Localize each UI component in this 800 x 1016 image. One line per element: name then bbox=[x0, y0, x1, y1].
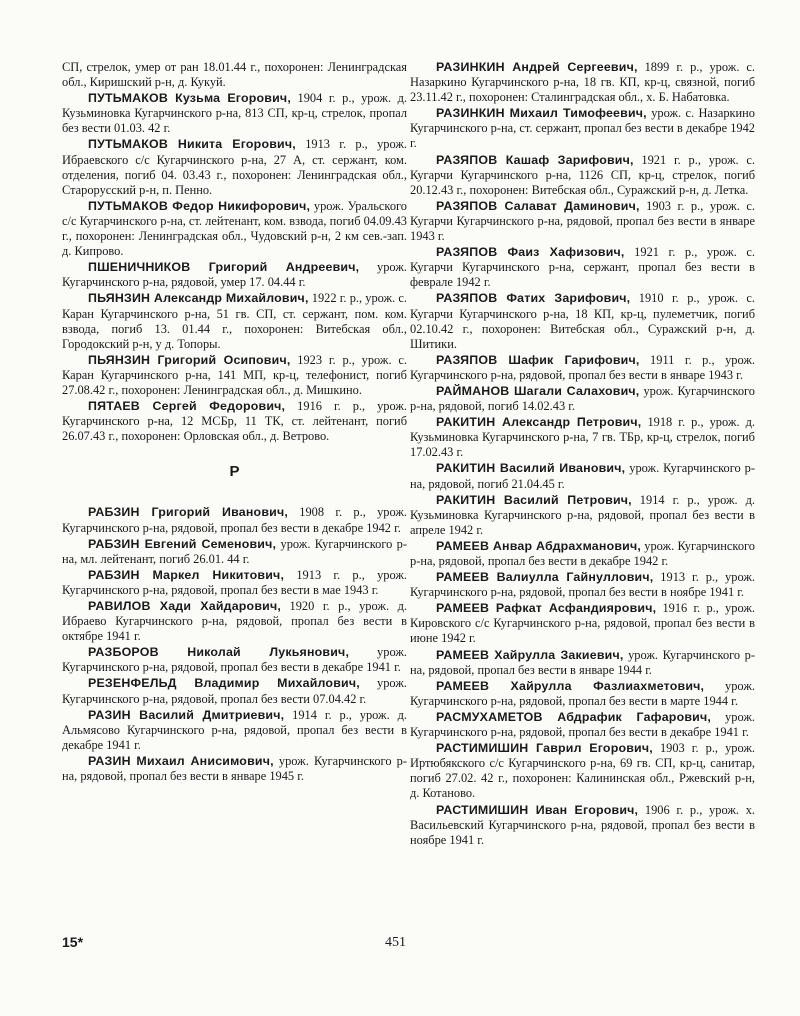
section-letter: Р bbox=[229, 463, 240, 481]
entry: РАЗИНКИН Андрей Сергеевич, 1899 г. р., урож. с. Назаркино Кугарчинского р-на, 18 гв. КП, кр-ц, связной, погиб 23.11.42 г., похоронен: Сталинградская обл., х. Б. Набатовка. bbox=[410, 60, 755, 105]
entry: РАЗЯПОВ Шафик Гарифович, 1911 г. р., урож. Кугарчинского р-на, рядовой, пропал без вести в январе 1943 г. bbox=[410, 352, 756, 382]
entry: РАСТИМИШИН Гаврил Егорович, 1903 г. р., урож. Иртюбякского с/с Кугарчинского р-на, 69 гв. СП, кр-ц, санитар, погиб 27.02. 42 г., похоронен: Калининская обл., Ржевский р-н, д. Котаново. bbox=[410, 741, 756, 801]
entry: ПЬЯНЗИН Александр Михайлович, 1922 г. р., урож. с. Каран Кугарчинского р-на, 51 гв. СП, ст. сержант, пом. ком. взвода, погиб 13. 01.44 г., похоронен: Витебская обл., Городокский р-н, у д. Топоры. bbox=[62, 291, 407, 351]
entry: РАЗЯПОВ Кашаф Зарифович, 1921 г. р., урож. с. Кугарчи Кугарчинского р-на, 1126 СП, кр-ц, стрелок, погиб 20.12.43 г., похоронен: Витебская обл., Суражский р-н, д. Летка. bbox=[410, 152, 755, 197]
entry: РАКИТИН Александр Петрович, 1918 г. р., урож. д. Кузьминовка Кугарчинского р-на, 7 гв. ТБр, кр-ц, стрелок, погиб 17.02.43 г. bbox=[410, 415, 756, 460]
entry: РАБЗИН Маркел Никитович, 1913 г. р., урож. Кугарчинского р-на, рядовой, пропал без вести в мае 1943 г. bbox=[62, 567, 408, 597]
entry: РАЗИН Михаил Анисимович, урож. Кугарчинского р-на, рядовой, пропал без вести в январе 1945 г. bbox=[62, 753, 408, 784]
entry: ПУТЬМАКОВ Кузьма Егорович, 1904 г. р., урож. д. Кузьминовка Кугарчинского р-на, 813 СП, кр-ц, стрелок, пропал без вести 01.03. 42 г. bbox=[62, 91, 407, 136]
entry: РАБЗИН Евгений Семенович, урож. Кугарчинского р-на, мл. лейтенант, погиб 26.01. 44 г. bbox=[62, 536, 407, 566]
entry: РАБЗИН Григорий Иванович, 1908 г. р., урож. Кугарчинского р-на, рядовой, пропал без вести в декабре 1942 г. bbox=[62, 505, 408, 535]
entry: РАВИЛОВ Хади Хайдарович, 1920 г. р., урож. д. Ибраево Кугарчинского р-на, рядовой, пропал без вести в октябре 1941 г. bbox=[62, 599, 407, 644]
entry: РАЗИН Василий Дмитриевич, 1914 г. р., урож. д. Альмясово Кугарчинского р-на, рядовой, пропал без вести в декабре 1941 г. bbox=[62, 707, 407, 752]
entry: РАМЕЕВ Рафкат Асфандиярович, 1916 г. р., урож. Кировского с/с Кугарчинского р-на, рядовой, пропал без вести в июне 1942 г. bbox=[410, 601, 755, 646]
entry: РАМЕЕВ Хайрулла Фазлиахметович, урож. Кугарчинского р-на, рядовой, пропал без вести в марте 1944 г. bbox=[410, 678, 755, 708]
entry: РАЗЯПОВ Фатих Зарифович, 1910 г. р., урож. с. Кугарчи Кугарчинского р-на, 18 КП, кр-ц, пулеметчик, погиб 02.10.42 г., похоронен: Витебская обл., Суражский р-н, д. Шитики. bbox=[410, 291, 755, 351]
signature-mark: 15* bbox=[62, 934, 84, 950]
entry: ПУТЬМАКОВ Федор Никифорович, урож. Уральского с/с Кугарчинского р-на, ст. лейтенант, ком. взвода, погиб 04.09.43 г., похоронен: Ленинградская обл., Чудовский р-н, 2 км сев.-зап. д. Кипрово. bbox=[62, 198, 407, 259]
entry: ПЬЯНЗИН Григорий Осипович, 1923 г. р., урож. с. Каран Кугарчинского р-на, 141 МП, кр-ц, телефонист, погиб 27.08.42 г., похоронен: Ленинградская обл., д. Мишкино. bbox=[62, 352, 407, 397]
entry: ПШЕНИЧНИКОВ Григорий Андреевич, урож. Кугарчинского р-на, рядовой, умер 17. 04.44 г. bbox=[62, 260, 407, 290]
entry: РАКИТИН Василий Иванович, урож. Кугарчинского р-на, рядовой, погиб 21.04.45 г. bbox=[410, 461, 755, 491]
entry: РАМЕЕВ Валиулла Гайнуллович, 1913 г. р., урож. Кугарчинского р-на, рядовой, пропал без вести в ноябре 1941 г. bbox=[410, 570, 755, 600]
entry: ПЯТАЕВ Сергей Федорович, 1916 г. р., урож. Кугарчинского р-на, 12 МСБр, 11 ТК, ст. лейтенант, погиб 26.07.43 г., похоронен: Орловская обл., д. Ветрово. bbox=[62, 399, 408, 444]
entry: РАЙМАНОВ Шагали Салахович, урож. Кугарчинского р-на, рядовой, погиб 14.02.43 г. bbox=[410, 383, 755, 414]
entry: РЕЗЕНФЕЛЬД Владимир Михайлович, урож. Кугарчинского р-на, рядовой, пропал без вести 07.04.42 г. bbox=[62, 676, 407, 706]
entry: РАЗИНКИН Михаил Тимофеевич, урож. с. Назаркино Кугарчинского р-на, ст. сержант, пропал без вести в декабре 1942 г. bbox=[410, 106, 756, 151]
entry: РАКИТИН Василий Петрович, 1914 г. р., урож. д. Кузьминовка Кугарчинского р-на, рядовой, пропал без вести в апреле 1942 г. bbox=[410, 492, 756, 537]
left-column bbox=[62, 60, 407, 785]
entry: РАМЕЕВ Хайрулла Закиевич, урож. Кугарчинского р-на, рядовой, пропал без вести в январе 1944 г. bbox=[410, 647, 755, 677]
right-column bbox=[410, 60, 755, 849]
page-number: 451 bbox=[385, 935, 406, 950]
entry: РАЗБОРОВ Николай Лукьянович, урож. Кугарчинского р-на, рядовой, пропал без вести в декабре 1941 г. bbox=[62, 645, 407, 675]
entry: РАЗЯПОВ Фаиз Хафизович, 1921 г. р., урож. с. Кугарчи Кугарчинского р-на, сержант, пропал без вести в феврале 1942 г. bbox=[410, 245, 756, 290]
entry: РАЗЯПОВ Салават Даминович, 1903 г. р., урож. с. Кугарчи Кугарчинского р-на, рядовой, пропал без вести в январе 1943 г. bbox=[410, 198, 755, 244]
entry: РАСМУХАМЕТОВ Абдрафик Гафарович, урож. Кугарчинского р-на, рядовой, пропал без вести в декабре 1941 г. bbox=[410, 709, 755, 740]
entry: РАМЕЕВ Анвар Абдрахманович, урож. Кугарчинского р-на, рядовой, пропал без вести в декабре 1942 г. bbox=[410, 538, 755, 568]
entry: РАСТИМИШИН Иван Егорович, 1906 г. р., урож. х. Васильевский Кугарчинского р-на, рядовой, пропал без вести в ноябре 1941 г. bbox=[410, 802, 756, 847]
entry: ПУТЬМАКОВ Никита Егорович, 1913 г. р., урож. Ибраевского с/с Кугарчинского р-на, 27 А, ст. сержант, ком. отделения, погиб 04. 03.43 г., похоронен: Ленинградская обл., Старорусский р-н, п. Пенно. bbox=[62, 137, 408, 197]
entry: СП, стрелок, умер от ран 18.01.44 г., похоронен: Ленинградская обл., Киришский р-н, д. Кукуй. bbox=[62, 60, 407, 90]
